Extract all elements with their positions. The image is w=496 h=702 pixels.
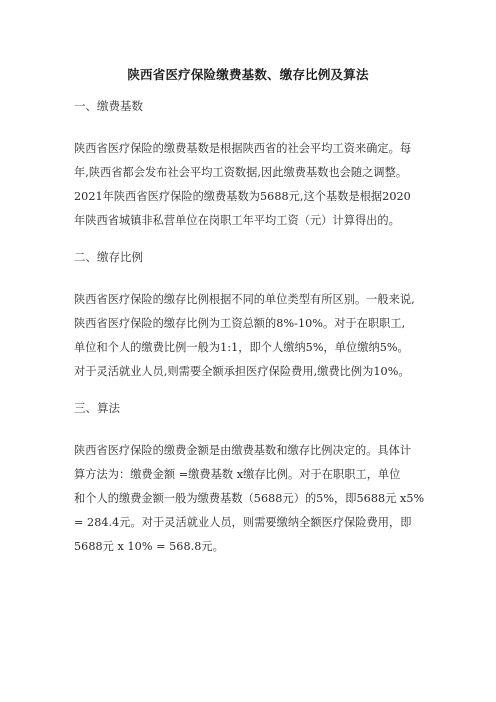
paragraph-line: 单位和个人的缴费比例一般为1:1，即个人缴纳5%，单位缴纳5%。 [74, 341, 409, 354]
paragraph-line: 和个人的缴费金额一般为缴费基数（5688元）的5%，即5688元 x5% [74, 492, 425, 505]
section-heading-base: 一、缴费基数 [74, 99, 143, 113]
section-heading-ratio: 二、缴存比例 [74, 250, 143, 264]
paragraph-line: 5688元 x 10% = 568.8元。 [74, 540, 224, 553]
paragraph-line: 年,陕西省都会发布社会平均工资数据,因此缴费基数也会随之调整。 [74, 166, 408, 179]
paragraph-line: 2021年陕西省医疗保险的缴费基数为5688元,这个基数是根据2020 [74, 190, 411, 203]
paragraph-line: 对于灵活就业人员,则需要全额承担医疗保险费用,缴费比例为10%。 [74, 365, 410, 378]
section-heading-algorithm: 三、算法 [74, 401, 120, 415]
paragraph-line: 算方法为：缴费金额 =缴费基数 x缴存比例。对于在职职工，单位 [74, 468, 401, 481]
paragraph-line: 陕西省医疗保险的缴存比例根据不同的单位类型有所区别。一般来说, [74, 293, 415, 306]
paragraph-line: 陕西省医疗保险的缴费金额是由缴费基数和缴存比例决定的。具体计 [74, 444, 412, 457]
paragraph-line: 陕西省医疗保险的缴费基数是根据陕西省的社会平均工资来确定。每 [74, 142, 412, 155]
paragraph-line: = 284.4元。对于灵活就业人员，则需要缴纳全额医疗保险费用，即 [74, 516, 412, 529]
paragraph-line: 年陕西省城镇非私营单位在岗职工年平均工资（元）计算得出的。 [74, 214, 400, 227]
document-title: 陕西省医疗保险缴费基数、缴存比例及算法 [127, 67, 369, 82]
paragraph-line: 陕西省医疗保险的缴存比例为工资总额的8%-10%。对于在职职工, [74, 317, 406, 330]
